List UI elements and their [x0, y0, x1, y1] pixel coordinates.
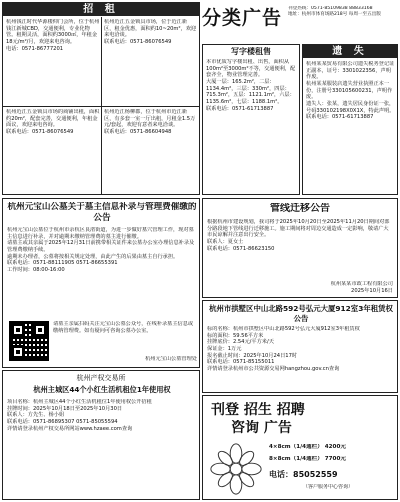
guanxian-heading: 管线迁移公告 — [270, 203, 330, 214]
zhaozu-ad-1: 杭州钱江时代华源楼仰门会所，位于杭州钱江新城CBD，交通便利，专业化物管。租期灵活，面积约3000㎡，年租金18元/m²/月，欢迎来电咨询。 电话：0571-86777201 — [6, 19, 100, 52]
guanxian-sign: 杭州某某市政工程有限公司 2025年10月16日 — [330, 281, 393, 294]
yuanbaoshan-section — [2, 198, 200, 368]
chanquan-heading: 杭州产权交易所 — [76, 374, 126, 382]
fenlei-masthead — [202, 2, 398, 42]
fenlei-title: 分类广告 — [202, 7, 283, 29]
fenlei-info: 刊登热线：0571-85109838 88833168 地址：杭州市体育场路218号 每周一至五出版 — [288, 6, 381, 17]
flower-illustration-icon — [207, 440, 265, 498]
zhaozu-heading: 招 租 — [3, 3, 199, 16]
yishi-section — [302, 44, 398, 195]
kandeng-price-1: 4×8cm（1/4通栏） 4200元 — [269, 444, 346, 450]
yishi-heading: 遗 失 — [303, 45, 397, 58]
zhaozu-ad-4: 杭州近江杨柳郡，位于杭州市近江新区，有多套一室一厅出租，月租金1.5万元/套起，欢迎有意者来电洽谈。 联系电话：0571-86604948 — [104, 109, 196, 135]
kandeng-heading-2: 咨询 广告 — [231, 420, 292, 436]
yuanbaoshan-heading: 杭州元宝山公墓关于墓主信息补录与管理费催缴的公告 — [7, 202, 197, 223]
chanquan-title: 杭州主城区44个小红生活机租位1年使用权 — [33, 385, 171, 394]
zhongshan-section — [202, 300, 398, 393]
kandeng-heading-1: 刊登 招生 招聘 — [211, 402, 305, 418]
chanquan-body: 项目名称：杭州主城区44个小红生活机租位1年使用权公开招租 挂牌时间：2025年10月18日至2025年10月30日 联系人：方先生、杨小姐 联系电话：0571-86895307 0571-85055594 详情请登录杭州产权交易所网站www.hzaee.com查询 — [7, 399, 152, 432]
xiezilou-heading: 写字楼租售 — [231, 47, 271, 56]
zhongshan-heading: 杭州市拱墅区中山北路592号弘元大厦912室3年租赁权公告 — [209, 304, 393, 323]
guanxian-section — [202, 198, 398, 298]
chanquan-section — [2, 370, 200, 500]
yishi-body: 杭州某某贸易有限公司遗失税务登记证正副本，证号：3301022356，声明作废。 杭州某某服装店遗失营业执照正本一份，注册号330105600231，声明作废。 遗失人：张某，遗失居民身份证一张，号码330102198X0X1X，特此声明。 联系电话：0571-61713887 — [306, 61, 395, 121]
yuanbaoshan-body: 杭州元宝山公墓位于杭州市余杭区良渚街道，为进一步做好墓穴管理工作，现对墓主信息进行补录，并对逾期未缴纳管理费的墓主进行催缴。 请墓主或其亲属于2025年12月31日前携带相关证件来公墓办公室办理信息补录及管理费缴纳手续。 逾期未办理者，公墓将按相关规定处理，由此产生的后果由墓主自行承担。 联系电话：0571-88111905 0571-86655391 工作时间：08:00-16:00 — [7, 227, 195, 273]
yuanbaoshan-qr-note: 请墓主亲属扫码关注元宝山公墓公众号，在线补录墓主信息或缴纳管理费。如有疑问可咨询公墓办公室。 — [53, 321, 194, 334]
xiezilou-section — [202, 44, 300, 195]
zhaozu-ad-3: 杭州近江五金锁具市场的商铺出租，面积约20m²，配套完善，交通便利，年租金面议，欢迎来电咨询。 联系电话：0571-86076549 — [6, 109, 100, 135]
kandeng-price-2: 8×8cm（1/4通栏） 7700元 — [269, 456, 346, 462]
guanxian-body: 根据杭州市建设规划，我司将于2025年10月20日至2025年11月20日期间对部分路段地下管线进行迁移施工。施工期间将对周边交通造成一定影响，敬请广大市民谅解并注意出行安全。 联系人：夏女士 联系电话：0571-86623150 — [207, 219, 390, 252]
kandeng-phone-note: （客户服务中心咨询） — [303, 484, 354, 490]
zhaozu-section — [2, 2, 200, 195]
qr-code-icon[interactable] — [9, 321, 49, 361]
zhaozu-ad-2: 杭州近江五金锁具市场，位于近江新区，租金优惠，面积约10~20m²，欢迎来电洽谈。 联系电话：0571-86076549 — [104, 19, 197, 45]
yuanbaoshan-sign: 杭州元宝山公墓管理处 — [145, 356, 197, 362]
kandeng-phone: 电话：85052559 — [269, 470, 338, 479]
kandeng-section — [202, 395, 398, 500]
xiezilou-body: 本市优质写字楼出租、出售，面积从100m²至3000m²不等，交通便利，配套齐全，物业管理完善。 大厦一层：165.2m²，二层：1134.4m²，三层：330m²，四层：715.3m²，五层：1121.1m²，六层：1135.6m²，七层：1188.1m²。 联系电话：0571-61713887 — [206, 59, 296, 112]
zhongshan-body: 标的名称：杭州市拱墅区中山北路592号弘元大厦912室3年租赁权 标的面积：59.56平方米 挂牌底价：2.54元/平方米/天 保证金：1万元 报名截止时间：2025年10月24日17时 联系电话：0571-85155011 详情请登录杭州市公共资源交易网hangzhou.gov.cn查询 — [207, 326, 360, 372]
